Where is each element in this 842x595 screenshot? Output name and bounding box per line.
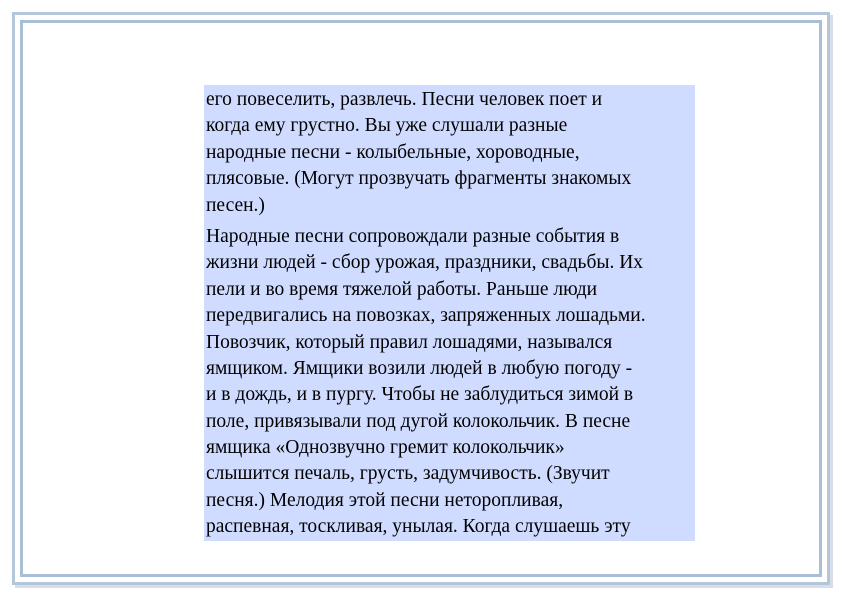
text-line: его повеселить, развлечь. Песни человек поет и	[206, 89, 603, 110]
text-line: передвигались на повозках, запряженных лошадьми.	[206, 305, 646, 327]
text-line: распевная, тоскливая, унылая. Когда слушаешь эту	[206, 516, 631, 538]
text-line: жизни людей - сбор урожая, праздники, свадьбы. Их	[206, 252, 644, 274]
text-line: народные песни - колыбельные, хороводные,	[206, 141, 580, 163]
text-line: когда ему грустно. Вы уже слушали разные	[206, 115, 568, 137]
text-line: ямщиком. Ямщики возили людей в любую погоду -	[206, 357, 633, 379]
text-line: пели и во время тяжелой работы. Раньше люди	[206, 278, 598, 300]
paragraph-2	[206, 224, 695, 541]
highlighted-text-block	[204, 85, 695, 541]
text-line: поле, привязывали под дугой колокольчик. В песне	[206, 410, 631, 432]
text-line: ямщика «Однозвучно гремит колокольчик»	[206, 437, 565, 459]
paragraph-1	[206, 87, 695, 219]
text-line: песен.)	[206, 194, 265, 216]
text-line: плясовые. (Могут прозвучать фрагменты знакомых	[206, 168, 632, 190]
text-line: Повозчик, который правил лошадями, назывался	[206, 331, 613, 353]
text-line: и в дождь, и в пургу. Чтобы не заблудиться зимой в	[206, 384, 634, 406]
text-line: слышится печаль, грусть, задумчивость. (Звучит	[206, 463, 610, 485]
text-line: песня.) Мелодия этой песни неторопливая,	[206, 489, 564, 511]
text-line: Народные песни сопровождали разные события в	[206, 225, 620, 247]
